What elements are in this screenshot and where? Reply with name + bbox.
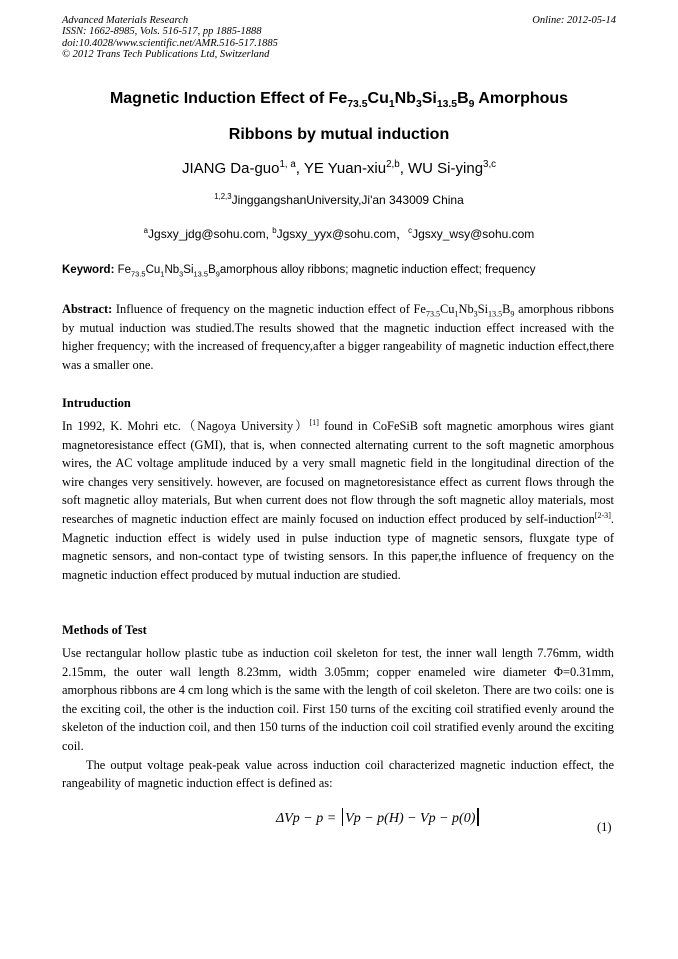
citation-1: [1] — [309, 417, 319, 427]
methods-text — [62, 644, 614, 793]
copyright-line: © 2012 Trans Tech Publications Ltd, Switzerland — [62, 48, 270, 60]
affiliation: $^{1,2,3}$JinggangshanUniversity,Ji'an 343009 China — [214, 192, 464, 207]
equation-1 — [276, 808, 481, 827]
abs-bar-right — [477, 808, 479, 826]
running-header — [62, 15, 616, 60]
equation-number: (1) — [597, 820, 612, 834]
methods-paragraph-1: Use rectangular hollow plastic tube as induction coil skeleton for test, the inner wall length 7.76mm, width 2.15mm, the outer wall length 8.23mm, width 3.05mm; copper enameled wire diameter Φ=0.31mm, amorphous ribbons are 4 cm long which is the same with the length of coil skeleton. There are two coils: one is the exciting coil, the other is the induction coil. First 150 turns of the exciting coil stratified evenly around the skeleton of the induction coil, and then 150 turns of the induction coil coil stratified evenly around the exciting coil. — [62, 646, 614, 753]
section-heading-introduction: Intruduction — [62, 396, 131, 410]
equation-rhs: Vp − p(H) − Vp − p(0) — [345, 811, 476, 826]
author-emails: $^a$Jgsxy_jdg@sohu.com, $^b$Jgsxy_yyx@sohu.com，$^c$Jgsxy_wsy@sohu.com — [143, 226, 535, 241]
abstract-label: Abstract: — [62, 302, 113, 316]
author-list: JIANG Da-guo$^{1, a}$, YE Yuan-xiu$^{2,b}$, WU Si-ying$^{3,c}$ — [181, 159, 497, 177]
paper-title: Magnetic Induction Effect of $Fe_{73.5}Cu_1Nb_3Si_{13.5}B_9$ Amorphous — [109, 90, 569, 111]
keywords: Keyword: $Fe_{73.5}Cu_1Nb_3Si_{13.5}B_9amorphous$ alloy ribbons; magnetic induction effect; frequency — [62, 264, 536, 279]
citation-2-3: [2-3] — [594, 510, 611, 520]
journal-name: Advanced Materials Research — [62, 15, 189, 26]
online-date: Online: 2012-05-14 — [532, 15, 616, 26]
section-heading-methods: Methods of Test — [62, 623, 147, 637]
issn-line: ISSN: 1662-8985, Vols. 516-517, pp 1885-1888 — [62, 26, 262, 38]
doi-line: doi:10.4028/www.scientific.net/AMR.516-517.1885 — [62, 37, 278, 49]
abstract: Abstract: Influence of frequency on the magnetic induction effect of $Fe_{73.5}Cu_1Nb_3Si_{13.5}B_9$ amorphous ribbons by mutual induction was studied.The results showed that the magnetic induction effect increased with the higher frequency; with the increased of frequency,after a bigger rangeability of magnetic induction effect,there was a smaller one. — [62, 302, 614, 372]
paper-title-line2: Ribbons by mutual induction — [228, 126, 450, 143]
abs-bar-left — [342, 808, 344, 826]
introduction-paragraph: In 1992, K. Mohri etc.（Nagoya University）[1] found in CoFeSiB soft magnetic amorphous wires giant magnetoresistance effect (GMI), that is, when connected alternating current to the soft magnetic amorphous wires, the AC voltage amplitude induced by a very small magnetic field in the longitudinal direction of the wire changes very sensitively. however, are focused on magnetoresistance effect as current flows through the soft magnetic alloy materials, But when current does not flow through the soft magnetic alloy materials, most researches of magnetic induction effect are mainly focused on induction effect produced by self-induction[2-3]. Magnetic induction effect is widely used in pulse induction type of magnetic sensors, fluxgate type of magnetic sensors, and non-contact type of twisting sensors. In this paper,the influence of frequency on the magnetic induction effect produced by mutual induction are studied. — [62, 417, 615, 582]
methods-paragraph-2: The output voltage peak-peak value across induction coil characterized magnetic induction effect, the rangeability of magnetic induction effect is defined as: — [62, 757, 614, 791]
keywords-label: Keyword: — [62, 264, 115, 276]
equation-lhs: ΔVp − p = — [276, 811, 340, 826]
